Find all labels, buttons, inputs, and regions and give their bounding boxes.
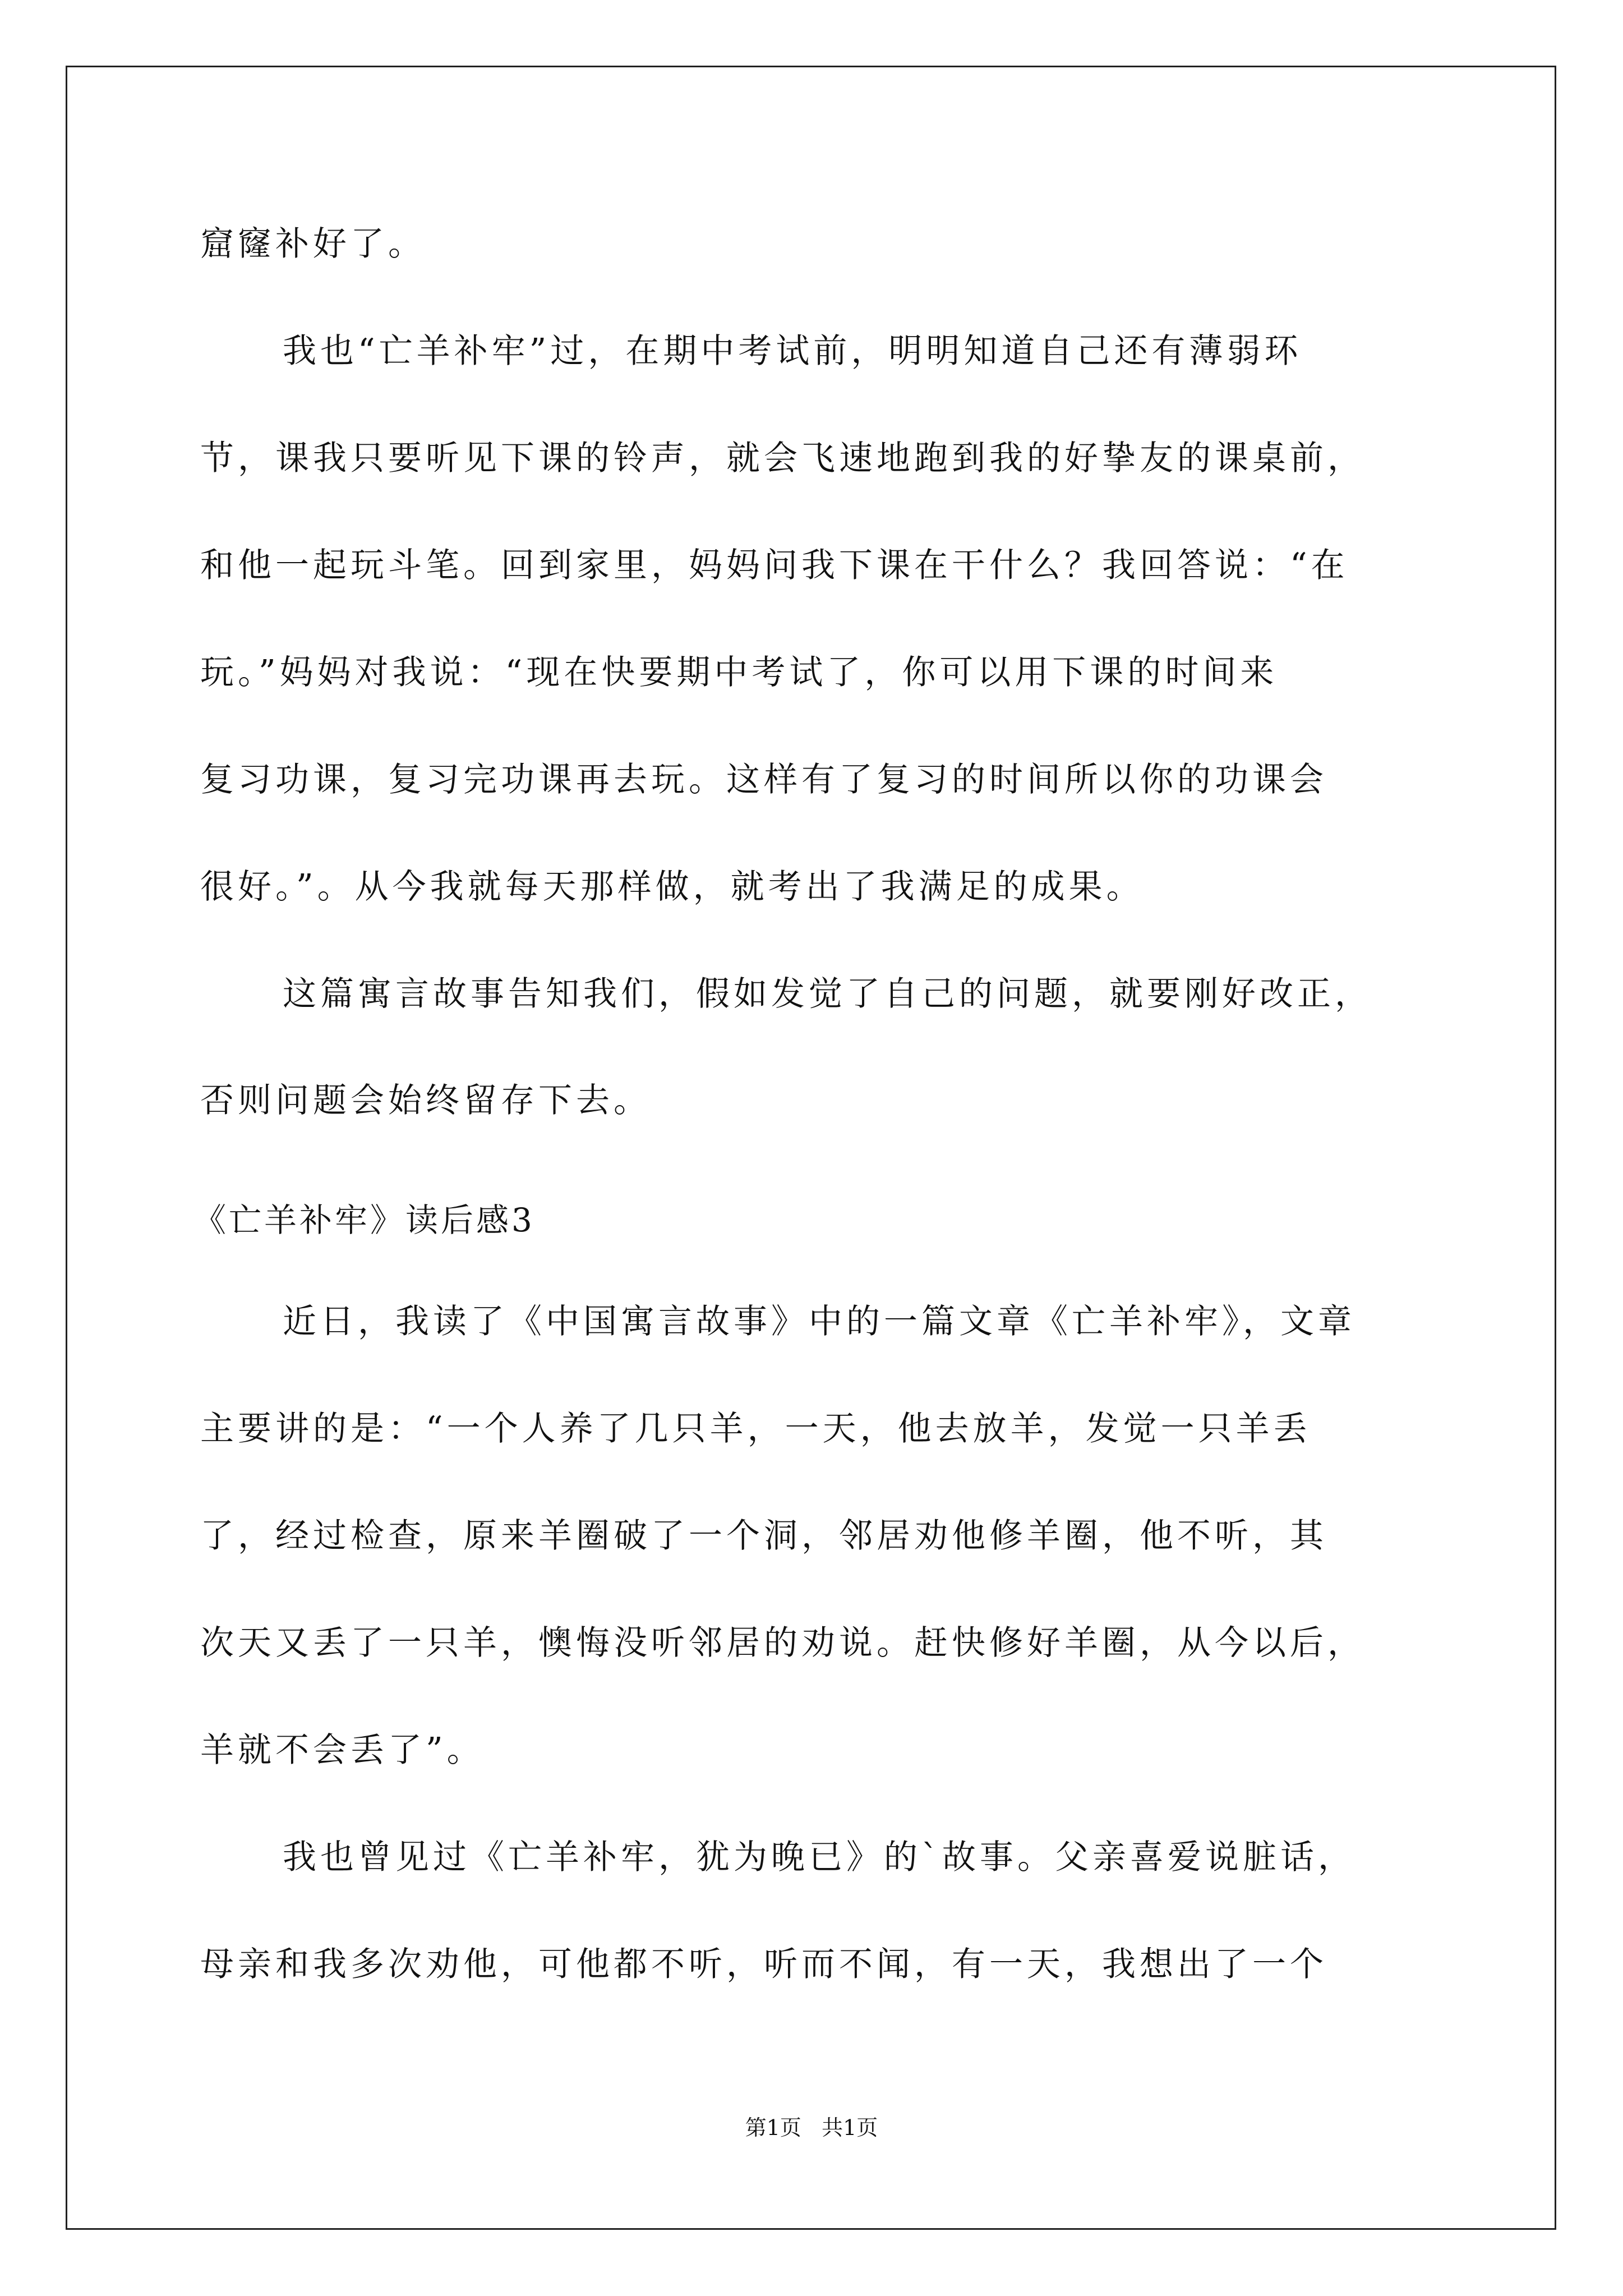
paragraph-line: 我也曾见过《亡羊补牢，犹为晚已》的`故事。父亲喜爱说脏话，: [283, 1838, 1355, 1877]
paragraph-line: 羊就不会丢了”。: [200, 1731, 485, 1770]
page-border: [66, 66, 1556, 2230]
paragraph-line: 很好。”。从今我就每天那样做，就考出了我满足的成果。: [200, 867, 1144, 907]
paragraph-line: 这篇寓言故事告知我们，假如发觉了自己的问题，就要刚好改正，: [283, 974, 1372, 1014]
paragraph-line: 我也“亡羊补牢”过，在期中考试前，明明知道自己还有薄弱环: [283, 332, 1302, 371]
paragraph-line: 主要讲的是：“一个人养了几只羊，一天，他去放羊，发觉一只羊丢: [200, 1409, 1311, 1448]
page-footer: 第1页 共1页: [745, 2115, 878, 2140]
paragraph-line: 复习功课，复习完功课再去玩。这样有了复习的时间所以你的功课会: [200, 760, 1327, 799]
paragraph-line: 了，经过检查，原来羊圈破了一个洞，邻居劝他修羊圈，他不听，其: [200, 1516, 1327, 1556]
paragraph-line: 节，课我只要听见下课的铃声，就会飞速地跑到我的好挚友的课桌前，: [200, 439, 1365, 478]
paragraph-line: 近日，我读了《中国寓言故事》中的一篇文章《亡羊补牢》，文章: [283, 1302, 1355, 1341]
paragraph-line: 玩。”妈妈对我说：“现在快要期中考试了，你可以用下课的时间来: [200, 653, 1278, 692]
paragraph-line: 母亲和我多次劝他，可他都不听，听而不闻，有一天，我想出了一个: [200, 1945, 1327, 1984]
paragraph-line: 和他一起玩斗笔。回到家里，妈妈问我下课在干什么？我回答说：“在: [200, 546, 1349, 585]
paragraph-line: 窟窿补好了。: [200, 224, 426, 264]
paragraph-line: 次天又丢了一只羊，懊悔没听邻居的劝说。赶快修好羊圈，从今以后，: [200, 1623, 1365, 1663]
paragraph-line: 否则问题会始终留存下去。: [200, 1081, 651, 1120]
section-heading: 《亡羊补牢》读后感3: [193, 1201, 535, 1239]
